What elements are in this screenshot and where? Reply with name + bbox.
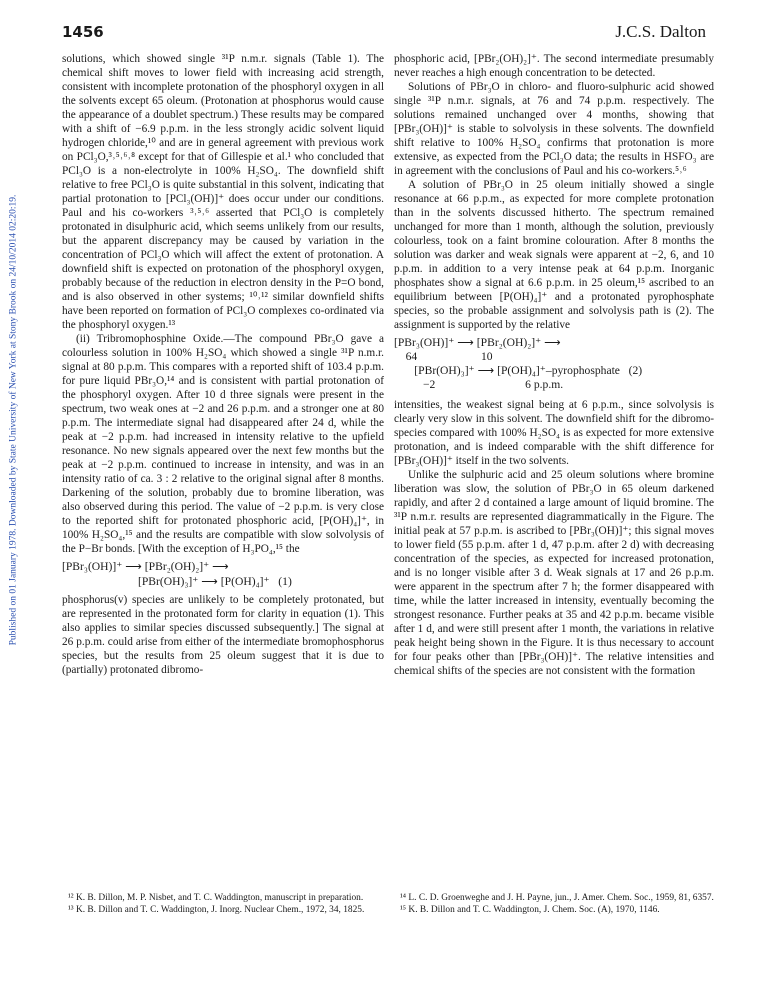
footnote: ¹³ K. B. Dillon and T. C. Waddington, J. Inorg. Nuclear Chem., 1972, 34, 1825.: [68, 905, 365, 916]
paragraph: intensities, the weakest signal being at 6 p.p.m., since solvolysis is clearly very slow in this solvent. The downfield shift for the dibromo-species compared with 100% H₂SO₄ is as expected for more extensive protonation, and is indeed comparable with the shift difference for [PBr₃(OH)]⁺ itself in the two solvents.: [394, 399, 714, 467]
download-watermark: [0, 60, 26, 780]
journal-title: J.C.S. Dalton: [615, 22, 706, 41]
equation-line: 64 10: [394, 350, 493, 363]
footnote: ¹⁴ L. C. D. Groenweghe and J. H. Payne, jun., J. Amer. Chem. Soc., 1959, 81, 6357.: [400, 893, 714, 903]
equation-1: [62, 560, 384, 589]
equation-2: [394, 336, 714, 392]
page-header: [62, 22, 706, 46]
footnote: ¹⁵ K. B. Dillon and T. C. Waddington, J. Chem. Soc. (A), 1970, 1146.: [400, 905, 660, 916]
left-column: [62, 52, 384, 677]
equation-line: [PBr(OH)₃]⁺ ⟶ [P(OH)₄]⁺ (1): [138, 575, 292, 588]
equation-line: [PBr(OH)₃]⁺ ⟶ [P(OH)₄]⁺–pyrophosphate (2): [394, 364, 643, 377]
right-column: [394, 52, 714, 678]
equation-line: −2 6 p.p.m.: [394, 378, 564, 391]
paragraph: Solutions of PBr₃O in chloro- and fluoro-sulphuric acid showed single ³¹P n.m.r. signals, at 76 and 74 p.p.m. respectively. The solutions remained unchanged over 4 months, showing that [PBr₃(OH)]⁺ is stable to solvolysis in these solvents. The downfield shift relative to 100% H₂SO₄ confirms that protonation is more extensive, as expected from the PCl₃O data; the results in HSFO₃ are in agreement with the conclusions of Paul and his co-workers.⁵˒⁶: [394, 81, 714, 177]
footnote: ¹² K. B. Dillon, M. P. Nisbet, and T. C. Waddington, manuscript in preparation.: [68, 893, 364, 903]
download-watermark-text: Published on 01 January 1978. Downloaded by State University of New York at Stony Brook on 24/10/2014 02:20:19.: [8, 194, 19, 646]
footnotes-left: [62, 893, 382, 917]
paragraph: phosphorus(v) species are unlikely to be completely protonated, but are represented in the protonated form for clarity in equation (1). This also applies to similar species discussed subsequently.] The signal at 26 p.p.m. could arise from either of the intermediate bromophosphorus species, but the results from 25 oleum suggest that it is due to (partially) protonated dibromo-: [62, 594, 384, 676]
paragraph: (ii) Tribromophosphine Oxide.—The compound PBr₃O gave a colourless solution in 100% H₂SO₄ which showed a single ³¹P n.m.r. signal at 80 p.p.m. This compares with a reported shift of 103.4 p.p.m. for pure liquid PBr₃O,¹⁴ and is consistent with partial protonation of the phosphoryl oxygen. After 10 d three signals were present in the spectrum, two weak ones at −2 and 26 p.p.m. and a stronger one at 80 p.p.m. The intermediate signal had disappeared after 24 d, while the peak at −2 p.p.m. had increased in intensity relative to the upfield resonance. No new signals appeared over the next few months but the peak at −2 p.p.m. continued to increase in intensity, and was in an intensity ratio of ca. 3 : 2 relative to the original signal after 8 months. Darkening of the solution, probably due to bromine liberation, was also observed during this period. The value of −2 p.p.m. is very close to the reported shift for protonated phosphoric acid, [P(OH)₄]⁺, in 100% H₂SO₄,¹⁵ and the results are compatible with slow solvolysis of the P−Br bonds. [With the exception of H₃PO₄,¹⁵ the: [62, 333, 384, 555]
footnotes-right: [394, 893, 714, 917]
page-number: 1456: [62, 23, 104, 41]
paragraph: Unlike the sulphuric acid and 25 oleum solutions where bromine liberation was slow, the solution of PBr₃O in 65 oleum darkened rapidly, and after 2 d contained a large amount of liquid bromine. The ³¹P n.m.r. results are represented diagrammatically in the Figure. The initial peak at 57 p.p.m. is ascribed to [PBr₃(OH)]⁺; this signal moves to lower field (55 p.p.m. after 1 d, 47 p.p.m. after 2 d) with decreasing concentration of the species, as expected for increased protonation, and is no longer visible after 3 d. Weak signals at 17 and 26 p.p.m. were apparent in the spectrum after 7 h; the former disappeared with time, while the latter increased in intensity, eventually becoming the strongest resonance. Further peaks at 35 and 42 p.p.m. became visible after 1 d, and were still present after 1 month, the variations in relative peak height being shown in the Figure. It is thus necessary to account for four peaks other than [PBr₃(OH)]⁺. The relative intensities and chemical shifts of the species are not consistent with the formation: [394, 469, 714, 677]
paragraph: phosphoric acid, [PBr₂(OH)₂]⁺. The second intermediate presumably never reaches a high enough concentration to be detected.: [394, 53, 714, 79]
equation-line: [PBr₃(OH)]⁺ ⟶ [PBr₂(OH)₂]⁺ ⟶: [62, 560, 229, 573]
equation-line: [PBr₃(OH)]⁺ ⟶ [PBr₂(OH)₂]⁺ ⟶: [394, 336, 561, 349]
paragraph: A solution of PBr₃O in 25 oleum initially showed a single resonance at 66 p.p.m., as expected for more complete protonation than in the solvents discussed hitherto. The spectrum remained unchanged for more than 1 month, although the solution, previously colourless, took on a faint bromine colouration. After 8 months the solution was darker and weak signals were apparent at −2, 6, and 10 p.p.m. in addition to a very intense peak at 64 p.p.m. Inorganic phosphates show a signal at 6.6 p.p.m. in 25 oleum,¹⁵ ascribed to an equilibrium between [P(OH)₄]⁺ and a protonated pyrophosphate species, so the probable assignment and solvolysis path is (2). The assignment is supported by the relative: [394, 179, 714, 331]
paragraph: solutions, which showed single ³¹P n.m.r. signals (Table 1). The chemical shift moves to lower field with increasing acid strength, consistent with incomplete protonation of the phosphoryl oxygen in all the solvents except 65 oleum. (Protonation at phosphorus would cause the appearance of a doublet spectrum.) These results may be compared with a shift of −6.9 p.p.m. in the less strongly acidic solvent liquid hydrogen chloride,¹⁰ and are in general agreement with previous work on PCl₃O,³˒⁵˒⁶˒⁸ except for that of Gillespie et al.¹ who concluded that PCl₃O is a non-electrolyte in 100% H₂SO₄. The downfield shift relative to free PCl₃O is quite substantial in this solvent, indicating that partial protonation to [PCl₃(OH)]⁺ does occur under our conditions. Paul and his co-workers ³˒⁵˒⁶ asserted that PCl₃O is completely protonated in disulphuric acid, which seems unlikely from our results, but the apparent discrepancy may be caused by variation in the concentration of PCl₃O which will affect the extent of protonation. A downfield shift is expected on protonation of the phosphoryl oxygen, probably because of the reduction in electron density in the P=O bond, and is also observed in other systems; ¹⁰˒¹² similar downfield shifts have been reported on formation of PCl₃O complexes co-ordinated via the phosphoryl oxygen.¹³: [62, 53, 384, 331]
